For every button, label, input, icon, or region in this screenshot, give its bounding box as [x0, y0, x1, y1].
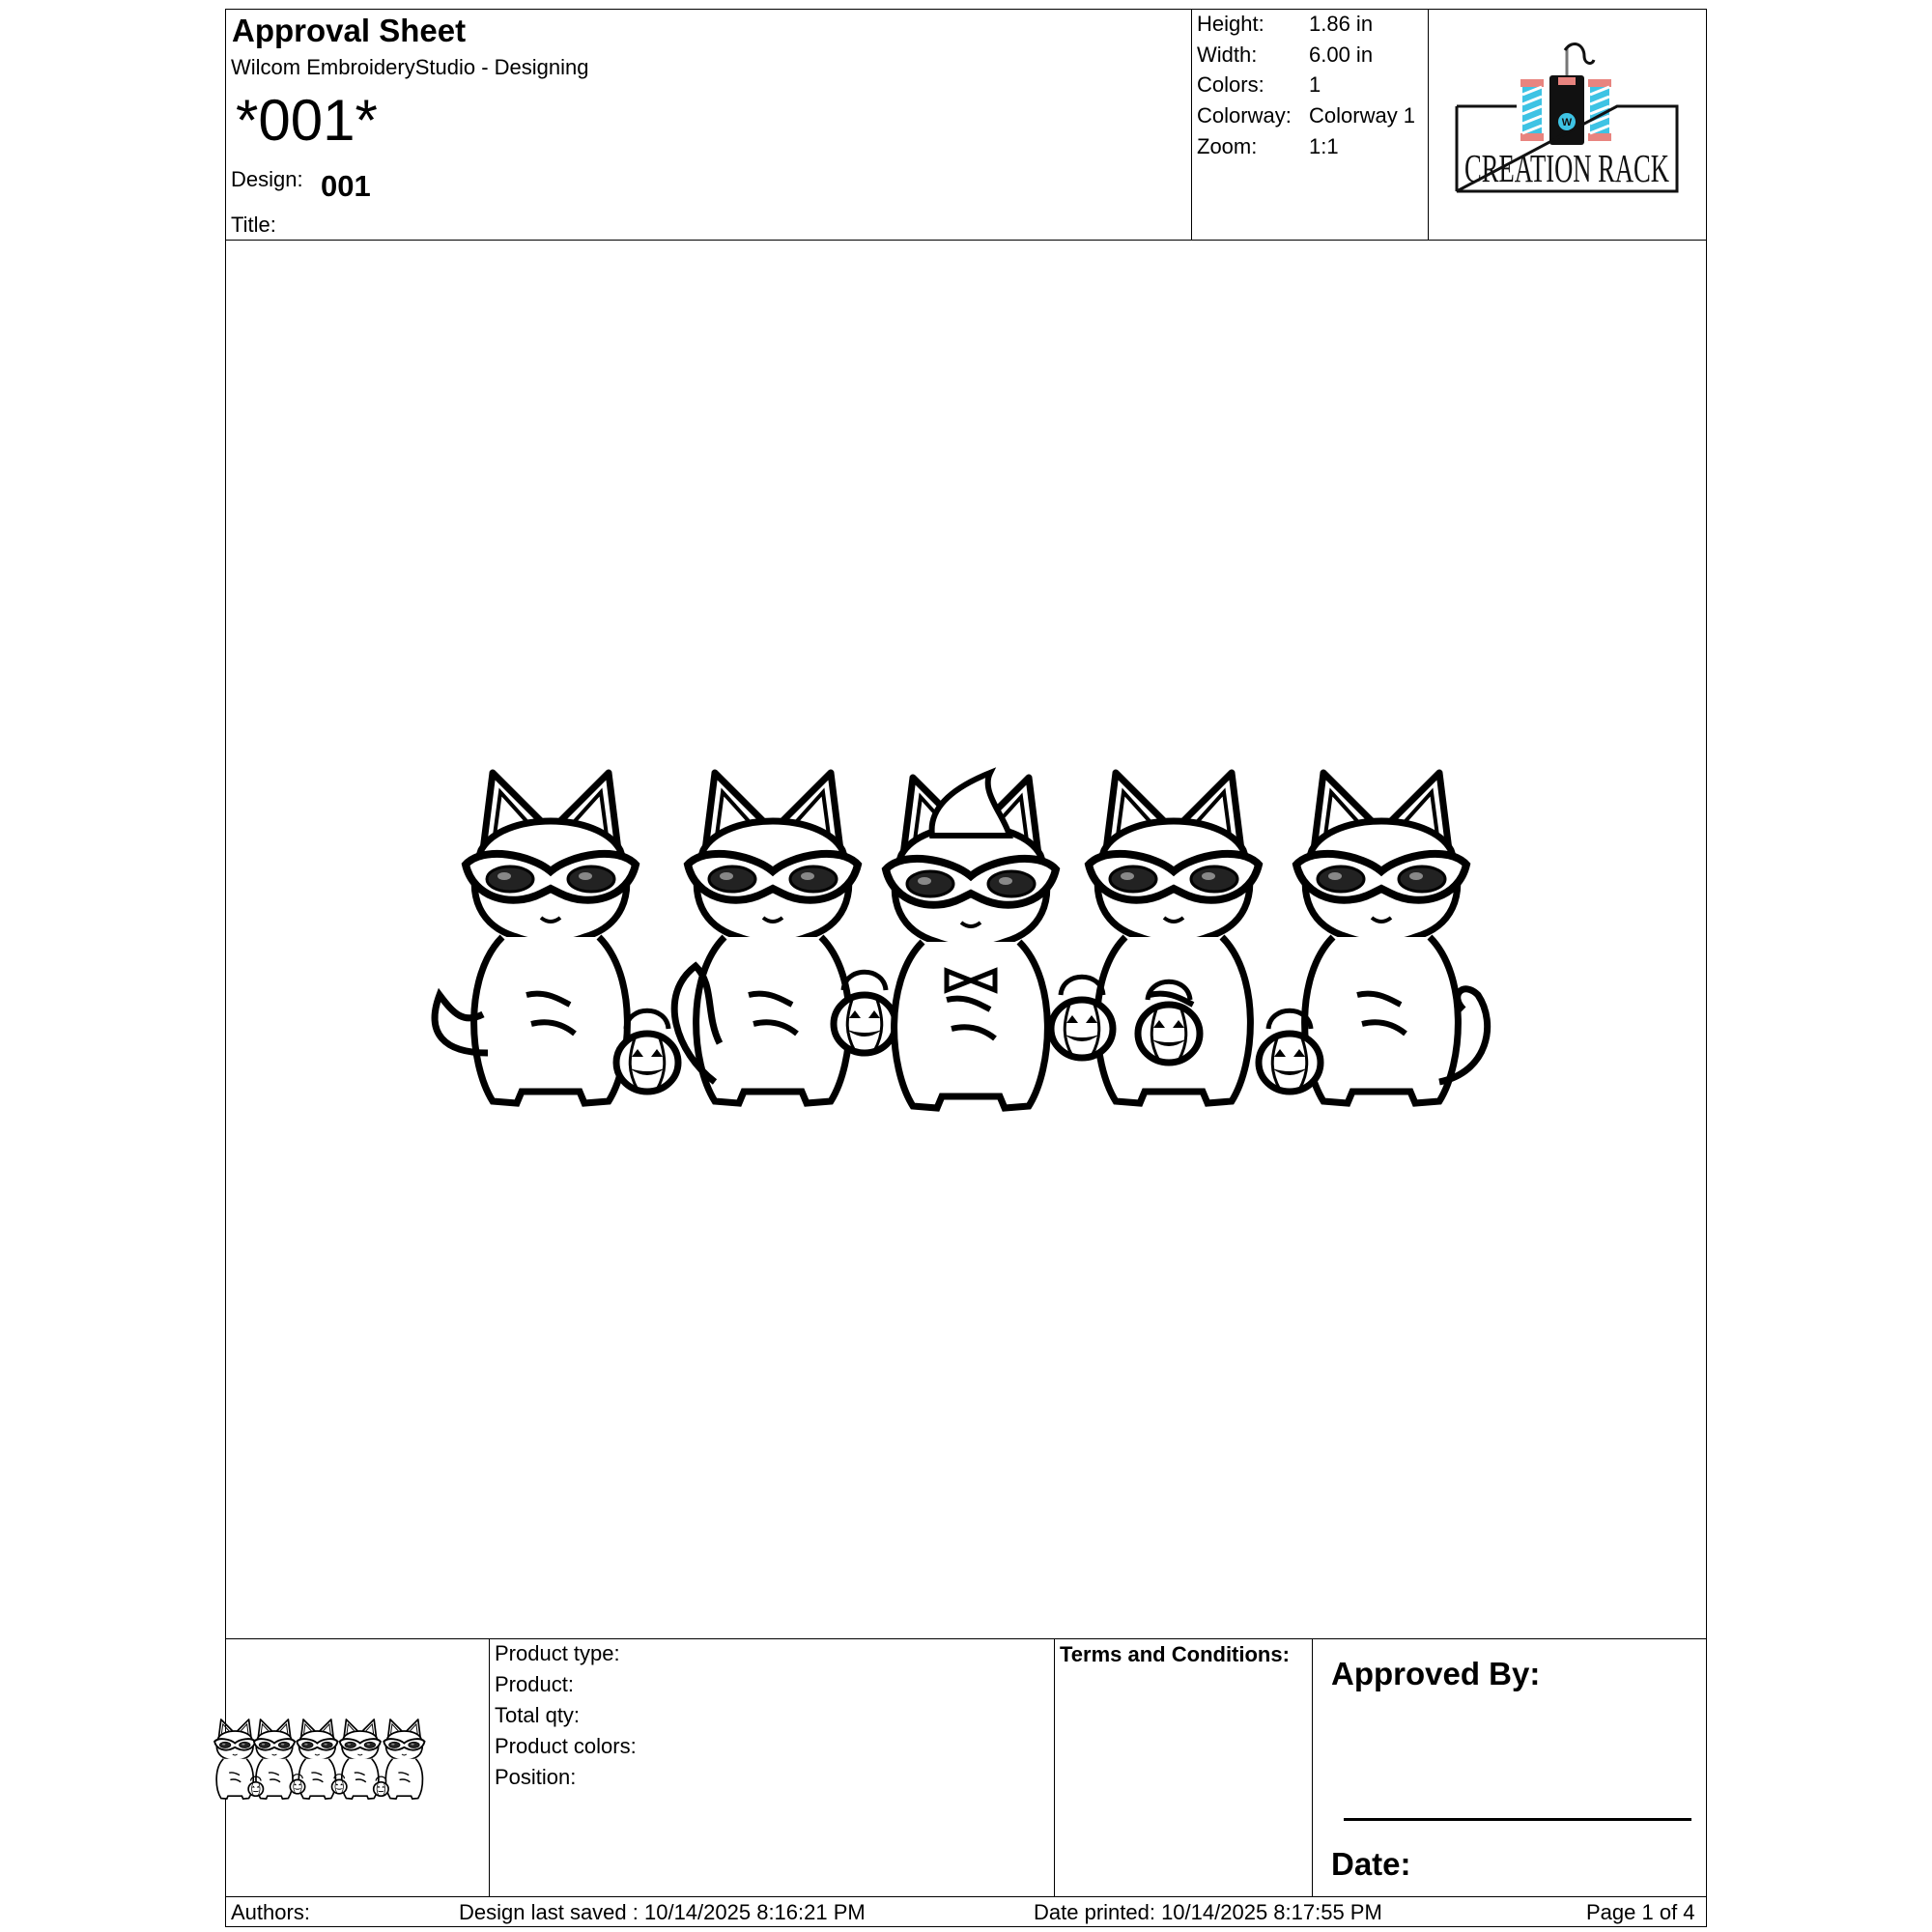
- spec-value-colors: 1: [1309, 72, 1321, 97]
- header-bottom-divider: [225, 240, 1707, 241]
- spec-label-height: Height:: [1197, 12, 1264, 36]
- terms-and-conditions-label: Terms and Conditions:: [1060, 1642, 1290, 1666]
- pumpkin-bucket: [834, 972, 895, 1053]
- spec-label-colorway: Colorway:: [1197, 103, 1292, 128]
- page-number: Page 1 of 4: [1586, 1900, 1695, 1924]
- thread-spool-icon: [1520, 79, 1544, 141]
- spec-value-width: 6.00 in: [1309, 43, 1374, 67]
- date-printed: Date printed: 10/14/2025 8:17:55 PM: [1034, 1900, 1382, 1924]
- position-label: Position:: [495, 1765, 577, 1789]
- header-specs-divider: [1191, 9, 1192, 241]
- spec-label-width: Width:: [1197, 43, 1258, 67]
- page-title: Approval Sheet: [232, 13, 467, 48]
- spec-value-colorway: Colorway 1: [1309, 103, 1416, 128]
- approval-date-label: Date:: [1331, 1846, 1411, 1882]
- cat-figure: [688, 773, 858, 1103]
- embroidery-design-preview: [425, 763, 1507, 1111]
- design-thumbnail: [228, 1719, 487, 1816]
- spec-label-zoom: Zoom:: [1197, 134, 1258, 158]
- footer-fields-divider: [1054, 1638, 1055, 1897]
- approved-by-label: Approved By:: [1331, 1656, 1541, 1691]
- product-label: Product:: [495, 1672, 574, 1696]
- header-logo-divider: [1428, 9, 1429, 241]
- footer-bottom-divider: [225, 1896, 1707, 1897]
- creation-rack-logo: [1449, 39, 1681, 203]
- footer-thumb-divider: [489, 1638, 490, 1897]
- total-qty-label: Total qty:: [495, 1703, 581, 1727]
- spec-value-zoom: 1:1: [1309, 134, 1339, 158]
- software-name: Wilcom EmbroideryStudio - Designing: [231, 55, 589, 79]
- pumpkin-bucket: [1259, 1010, 1321, 1092]
- pumpkin-bucket: [1051, 977, 1113, 1058]
- product-colors-label: Product colors:: [495, 1734, 637, 1758]
- authors-label: Authors:: [231, 1900, 310, 1924]
- footer-terms-divider: [1312, 1638, 1313, 1897]
- pumpkin-bucket: [616, 1010, 678, 1092]
- design-code-large: *001*: [236, 88, 378, 153]
- signature-line[interactable]: [1344, 1818, 1691, 1821]
- title-label: Title:: [231, 213, 276, 237]
- footer-top-divider: [225, 1638, 1707, 1639]
- cat-figure: [466, 773, 636, 1103]
- spec-label-colors: Colors:: [1197, 72, 1264, 97]
- svg-text:W: W: [1561, 117, 1573, 128]
- design-label: Design:: [231, 167, 303, 191]
- logo-text: CREATION RACK: [1464, 146, 1670, 190]
- design-value: 001: [321, 169, 371, 203]
- design-last-saved: Design last saved : 10/14/2025 8:16:21 PM: [459, 1900, 866, 1924]
- spec-value-height: 1.86 in: [1309, 12, 1374, 36]
- product-type-label: Product type:: [495, 1641, 620, 1665]
